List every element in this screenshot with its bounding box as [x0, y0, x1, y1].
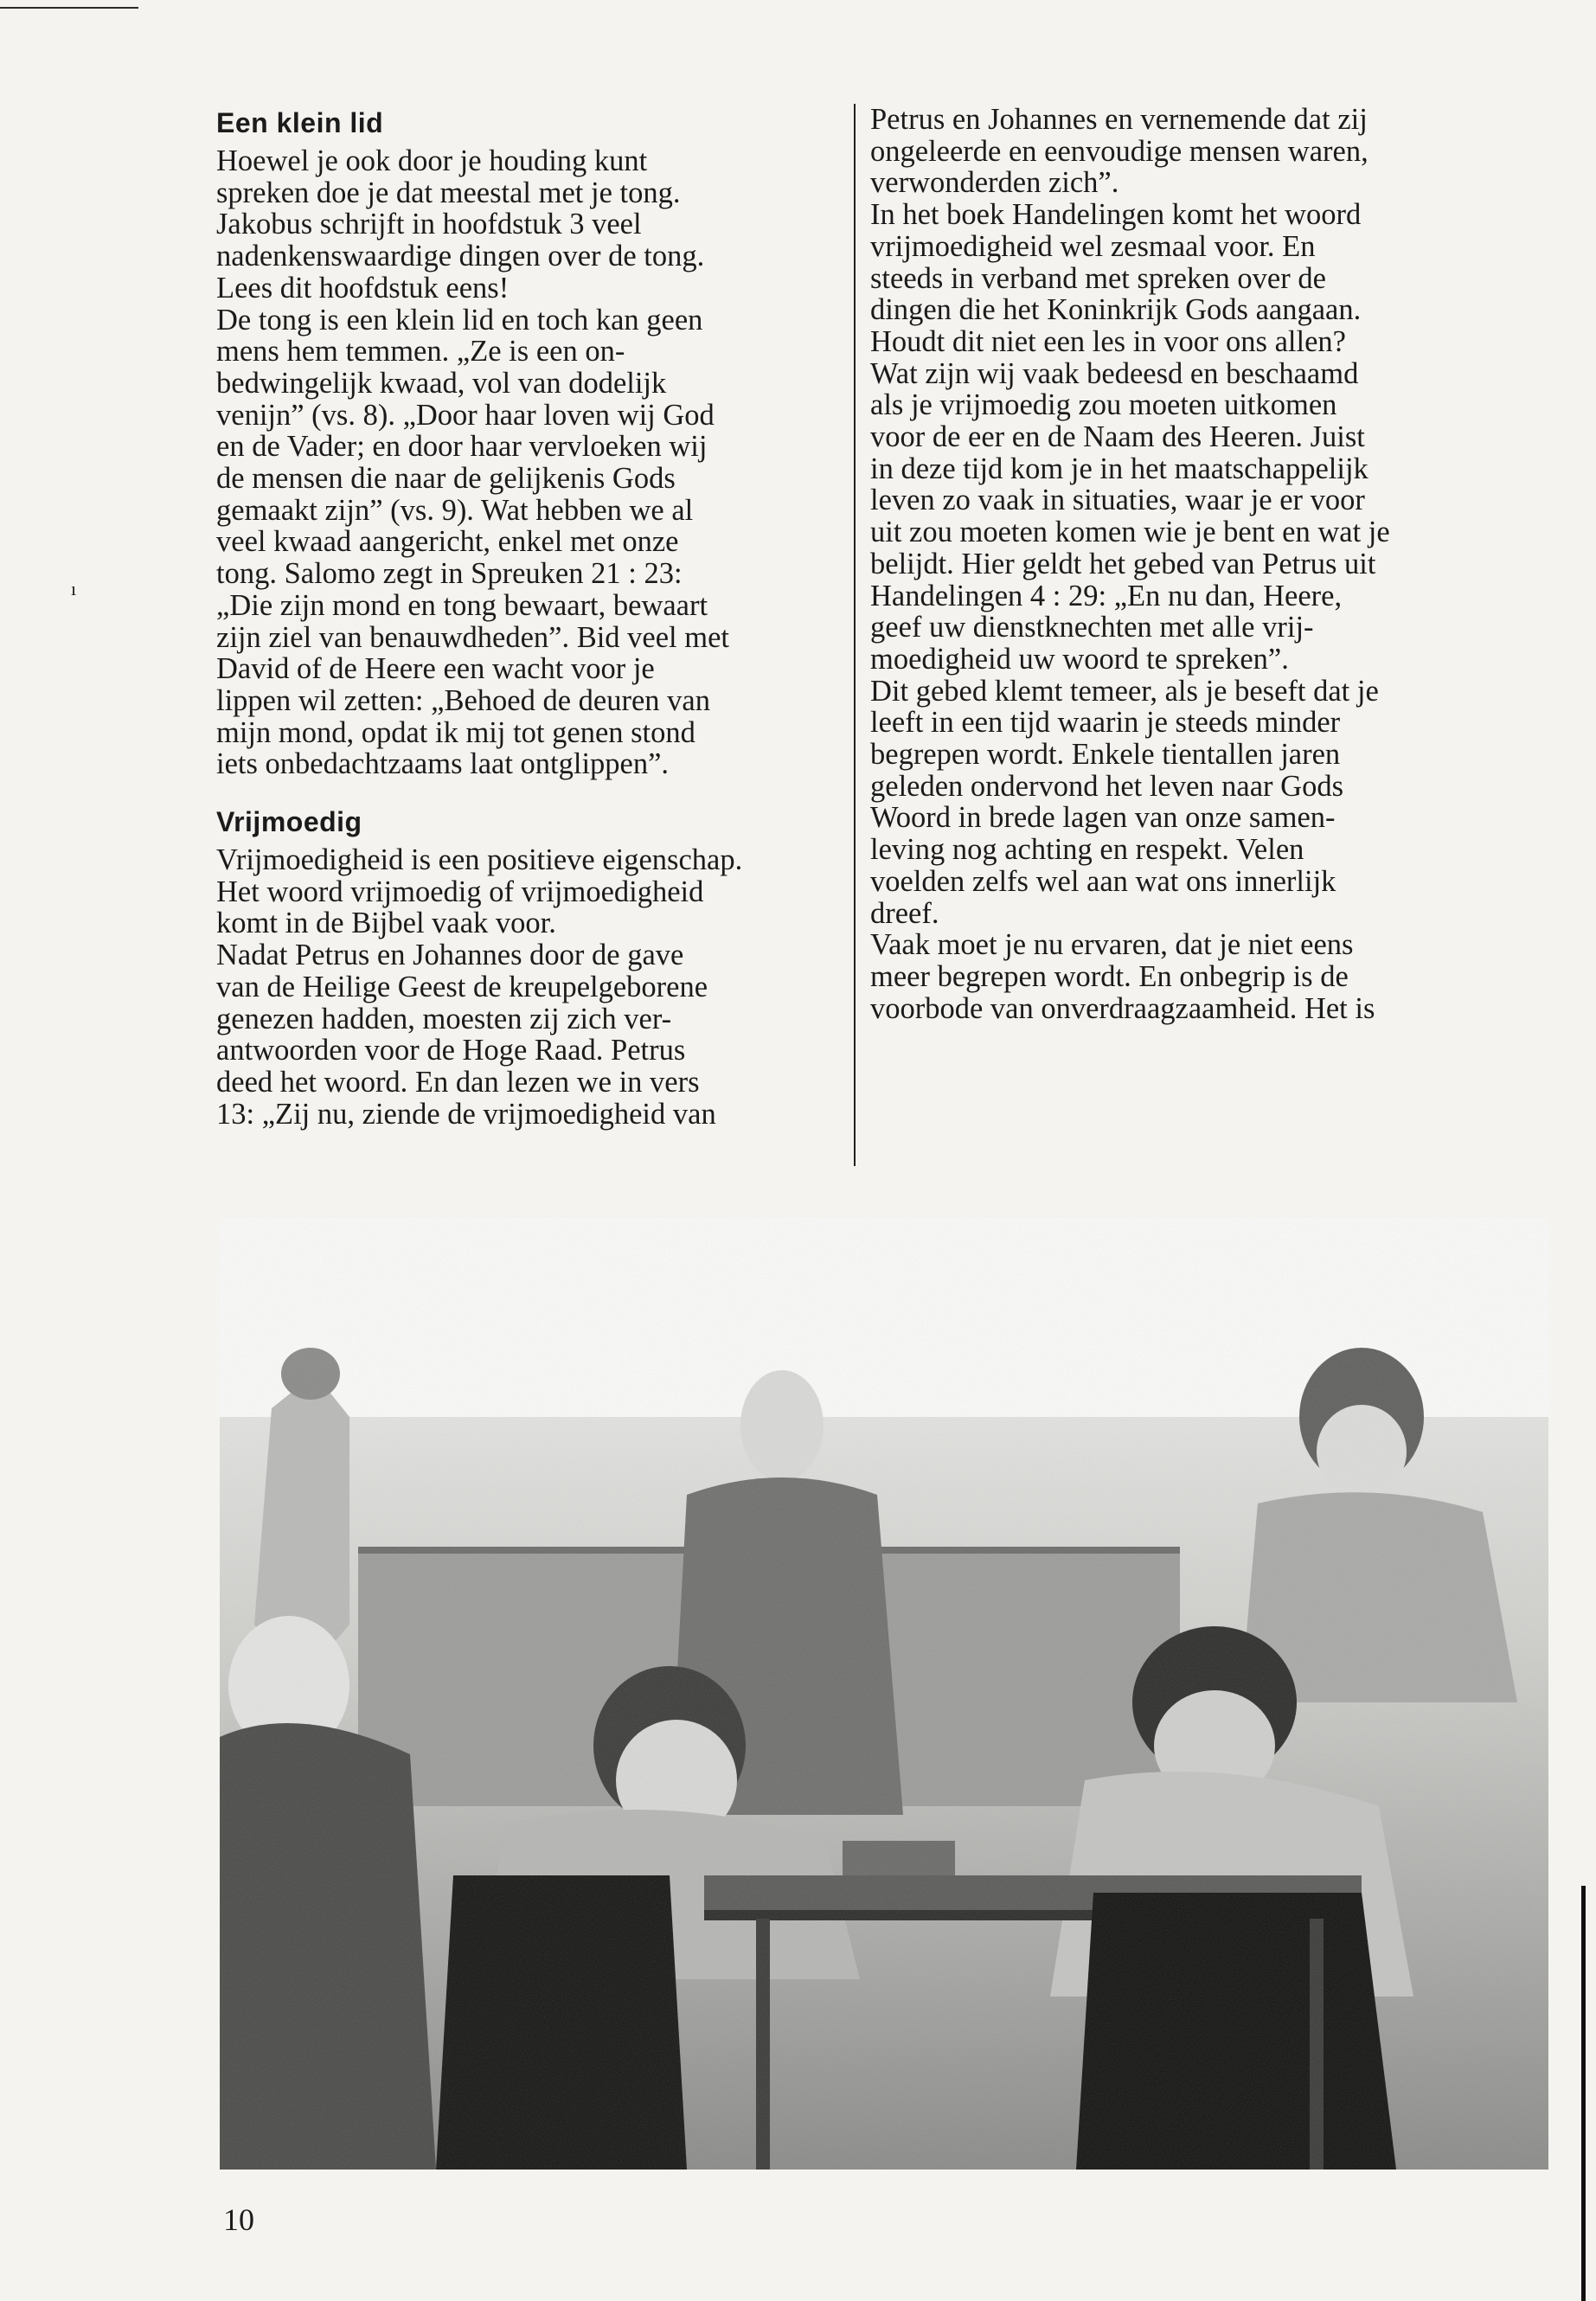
text-line: Houdt dit niet een les in voor ons allen?: [870, 324, 1346, 358]
text-line: Lees dit hoofdstuk eens!: [216, 271, 510, 304]
text-line: verwonderden zich”.: [870, 166, 1119, 200]
text-line: begrepen wordt. Enkele tientallen jaren: [870, 738, 1341, 772]
text-line: antwoorden voor de Hoge Raad. Petrus: [216, 1034, 686, 1067]
text-line: In het boek Handelingen komt het woord: [870, 198, 1362, 232]
text-line: nadenkenswaardige dingen over de tong.: [216, 240, 705, 273]
text-line: belijdt. Hier geldt het gebed van Petrus uit: [870, 547, 1376, 580]
text-line: mijn mond, opdat ik mij tot genen stond: [216, 715, 695, 749]
left-column: [216, 104, 849, 1130]
text-line: meer begrepen wordt. En onbegrip is de: [870, 959, 1349, 993]
section-1-text: [216, 145, 849, 780]
text-line: en de Vader; en door haar vervloeken wij: [216, 430, 708, 464]
text-line: leven zo vaak in situaties, waar je er voor: [870, 484, 1365, 517]
text-line: spreken doe je dat meestal met je tong.: [216, 176, 681, 209]
text-line: de mensen die naar de gelijkenis Gods: [216, 462, 676, 496]
text-line: Het woord vrijmoedig of vrijmoedigheid: [216, 875, 704, 908]
section-2-text: [216, 844, 849, 1130]
text-line: venijn” (vs. 8). „Door haar loven wij God: [216, 398, 715, 432]
scan-edge-mark: [1581, 1886, 1586, 2301]
text-line: voelden zelfs wel aan wat ons innerlijk: [870, 864, 1336, 898]
text-line: voor de eer en de Naam des Heeren. Juist: [870, 420, 1365, 454]
text-line: leeft in een tijd waarin je steeds minder: [870, 706, 1341, 740]
text-line: mens hem temmen. „Ze is een on-: [216, 335, 625, 369]
scan-edge-line: [0, 7, 138, 9]
text-line: zijn ziel van benauwdheden”. Bid veel met: [216, 620, 729, 654]
text-line: „Die zijn mond en tong bewaart, bewaart: [216, 588, 708, 622]
text-line: lippen wil zetten: „Behoed de deuren van: [216, 683, 710, 717]
text-line: Vrijmoedigheid is een positieve eigenschap.: [216, 843, 743, 877]
text-line: Hoewel je ook door je houding kunt: [216, 144, 648, 177]
text-line: ongeleerde en eenvoudige mensen waren,: [870, 134, 1368, 168]
text-line: moedigheid uw woord te spreken”.: [870, 642, 1289, 676]
heading-een-klein-lid: Een klein lid: [216, 107, 384, 138]
text-line: gemaakt zijn” (vs. 9). Wat hebben we al: [216, 493, 694, 527]
text-line: bedwingelijk kwaad, vol van dodelijk: [216, 366, 667, 400]
text-line: van de Heilige Geest de kreupelgeborene: [216, 970, 708, 1003]
text-line: als je vrijmoedig zou moeten uitkomen: [870, 388, 1337, 422]
heading-vrijmoedig: Vrijmoedig: [216, 806, 362, 838]
text-line: tong. Salomo zegt in Spreuken 21 : 23:: [216, 557, 683, 591]
text-line: Dit gebed klemt temeer, als je beseft dat je: [870, 674, 1379, 708]
text-line: David of de Heere een wacht voor je: [216, 652, 655, 686]
text-line: vrijmoedigheid wel zesmaal voor. En: [870, 229, 1316, 263]
text-line: geef uw dienstknechten met alle vrij-: [870, 611, 1314, 644]
text-line: Jakobus schrijft in hoofdstuk 3 veel: [216, 208, 642, 241]
text-line: Vaak moet je nu ervaren, dat je niet eens: [870, 928, 1354, 962]
text-line: deed het woord. En dan lezen we in vers: [216, 1065, 700, 1099]
page-number: 10: [223, 2202, 254, 2237]
classroom-photo-illustration: [220, 1218, 1548, 2170]
text-line: dingen die het Koninkrijk Gods aangaan.: [870, 293, 1362, 327]
text-line: iets onbedachtzaams laat ontglippen”.: [216, 747, 670, 781]
text-line: Woord in brede lagen van onze samen-: [870, 801, 1336, 835]
text-line: Wat zijn wij vaak bedeesd en beschaamd: [870, 356, 1359, 390]
text-line: Petrus en Johannes en vernemende dat zij: [870, 103, 1368, 136]
text-line: genezen hadden, moesten zij zich ver-: [216, 1002, 672, 1035]
right-column: [870, 104, 1486, 1024]
text-line: Handelingen 4 : 29: „En nu dan, Heere,: [870, 579, 1343, 612]
text-line: in deze tijd kom je in het maatschappelijk: [870, 452, 1368, 485]
text-line: voorbode van onverdraagzaamheid. Het is: [870, 991, 1375, 1025]
text-line: De tong is een klein lid en toch kan geen: [216, 303, 703, 336]
text-line: steeds in verband met spreken over de: [870, 261, 1326, 295]
text-line: 13: „Zij nu, ziende de vrijmoedigheid van: [216, 1097, 716, 1131]
text-line: geleden ondervond het leven naar Gods: [870, 769, 1344, 803]
text-line: dreef.: [870, 896, 939, 930]
text-line: Nadat Petrus en Johannes door de gave: [216, 939, 684, 972]
text-line: leving nog achting en respekt. Velen: [870, 833, 1304, 867]
text-line: veel kwaad aangericht, enkel met onze: [216, 525, 679, 559]
classroom-photo: [220, 1218, 1548, 2170]
column-divider: [854, 104, 856, 1166]
text-line: komt in de Bijbel vaak voor.: [216, 907, 556, 940]
stray-mark: ı: [71, 578, 77, 599]
photo-grain: [220, 1218, 1548, 2170]
text-line: uit zou moeten komen wie je bent en wat je: [870, 516, 1390, 549]
